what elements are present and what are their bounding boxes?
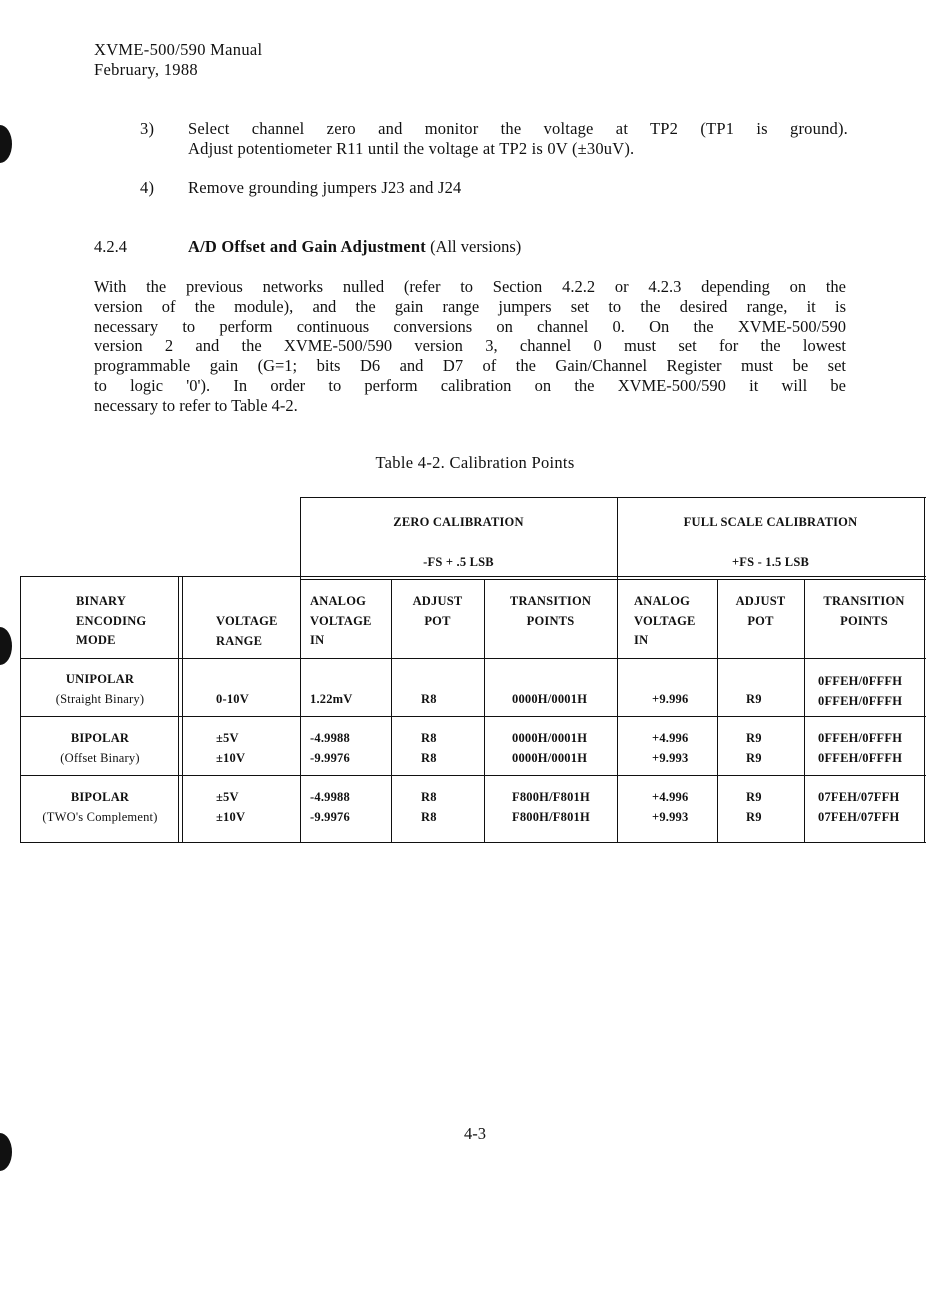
cell-line: +4.996 xyxy=(652,790,689,804)
zero-calibration-title: ZERO CALIBRATION xyxy=(393,515,524,529)
cell-line: +9.996 xyxy=(652,692,689,706)
paragraph-line: programmable gain (G=1; bits D6 and D7 of the Gain/Channel Register must be set xyxy=(94,356,846,376)
table-cell-full-pot xyxy=(746,788,762,827)
header-binary-encoding-mode xyxy=(76,592,146,651)
table-cell-zero-transition xyxy=(512,690,587,710)
step-number: 4) xyxy=(140,178,155,197)
header-line: ADJUST xyxy=(412,594,463,608)
cell-line: +4.996 xyxy=(652,731,689,745)
cell-line: +9.993 xyxy=(652,750,689,765)
section-suffix: (All versions) xyxy=(430,237,522,256)
table-rule xyxy=(300,497,301,843)
table-rule xyxy=(20,842,926,843)
table-cell-zero-analog xyxy=(310,788,350,827)
header-line: ENCODING xyxy=(76,613,147,628)
paragraph-line: necessary to perform continuous conversions on channel 0. On the XVME-500/590 xyxy=(94,316,846,336)
cell-line: 0FFEH/0FFFH xyxy=(818,693,903,708)
header-line: IN xyxy=(634,633,649,647)
header-full-adjust-pot xyxy=(717,592,804,631)
header-line: POINTS xyxy=(840,613,888,628)
table-cell-range xyxy=(216,788,245,827)
cell-line: ±5V xyxy=(216,731,239,745)
cell-line: 0FFEH/0FFFH xyxy=(818,674,903,688)
header-line: VOLTAGE xyxy=(216,614,278,628)
cell-line: F800H/F801H xyxy=(512,790,590,804)
table-rule xyxy=(178,576,179,843)
table-row-unipolar-mode xyxy=(22,670,178,709)
cell-line: (Straight Binary) xyxy=(55,691,145,706)
step-text-line-1: Select channel zero and monitor the voltage at TP2 (TP1 is ground). xyxy=(188,119,848,138)
cell-line: 0FFEH/0FFFH xyxy=(818,750,903,765)
cell-line: R9 xyxy=(746,750,762,765)
table-rule xyxy=(20,775,926,776)
cell-line: 0000H/0001H xyxy=(512,750,588,765)
table-rule xyxy=(617,497,618,843)
cell-line: 0-10V xyxy=(216,692,249,706)
header-line: VOLTAGE xyxy=(634,613,696,628)
header-line: POINTS xyxy=(526,613,575,628)
manual-date: February, 1988 xyxy=(94,60,198,79)
step-text-line-1: Remove grounding jumpers J23 and J24 xyxy=(188,178,462,197)
table-cell-full-analog xyxy=(652,788,688,827)
cell-line: R9 xyxy=(746,809,762,824)
header-line: IN xyxy=(310,633,325,647)
cell-line: +9.993 xyxy=(652,809,689,824)
header-line: ANALOG xyxy=(634,594,691,608)
header-line: TRANSITION xyxy=(509,594,592,608)
cell-line: 0FFEH/0FFFH xyxy=(818,731,903,745)
header-line: BINARY xyxy=(76,594,127,608)
step-text-line-2: Adjust potentiometer R11 until the voltage at TP2 is 0V (±30uV). xyxy=(188,139,635,158)
table-rule xyxy=(182,576,183,843)
header-line: POT xyxy=(747,613,774,628)
header-zero-adjust-pot xyxy=(391,592,484,631)
header-zero-analog-voltage-in xyxy=(310,592,372,651)
table-cell-zero-transition xyxy=(512,788,590,827)
cell-line: -4.9988 xyxy=(310,790,350,804)
paragraph-line: version of the module), and the gain range jumpers set to the desired range, it is xyxy=(94,296,846,316)
paragraph-line: With the previous networks nulled (refer to Section 4.2.2 or 4.2.3 depending on the xyxy=(94,277,846,296)
header-full-transition-points xyxy=(804,592,924,631)
cell-line: R9 xyxy=(746,790,762,804)
header-line: VOLTAGE xyxy=(310,613,372,628)
table-rule xyxy=(924,497,925,843)
cell-line: F800H/F801H xyxy=(512,809,590,824)
table-cell-zero-transition xyxy=(512,729,587,768)
header-line: MODE xyxy=(76,633,116,647)
table-cell-full-transition xyxy=(818,672,902,711)
section-number: 4.2.4 xyxy=(94,237,127,256)
full-scale-calibration-title: FULL SCALE CALIBRATION xyxy=(683,515,858,529)
table-cell-full-pot xyxy=(746,729,762,768)
table-cell-zero-pot xyxy=(421,690,437,710)
table-rule xyxy=(20,716,926,717)
paragraph-line: version 2 and the XVME-500/590 version 3, channel 0 must set for the lowest xyxy=(94,336,846,356)
zero-calibration-subtitle: -FS + .5 LSB xyxy=(423,555,494,569)
table-cell-full-transition xyxy=(818,788,899,827)
binder-hole-middle xyxy=(0,627,12,665)
table-cell-zero-pot xyxy=(421,729,437,768)
table-cell-full-transition xyxy=(818,729,902,768)
cell-line: 1.22mV xyxy=(310,692,353,706)
table-cell-zero-analog xyxy=(310,729,350,768)
cell-line: R8 xyxy=(421,731,437,745)
header-line: ADJUST xyxy=(735,594,786,608)
cell-line: BIPOLAR xyxy=(70,731,130,745)
cell-line: ±10V xyxy=(216,809,246,824)
page-number: 4-3 xyxy=(464,1124,486,1143)
table-cell-zero-analog xyxy=(310,690,353,710)
header-line: TRANSITION xyxy=(823,594,905,608)
cell-line: -9.9976 xyxy=(310,750,350,765)
table-cell-zero-pot xyxy=(421,788,437,827)
header-line: POT xyxy=(424,613,451,628)
cell-line: R8 xyxy=(421,692,437,706)
cell-line: (Offset Binary) xyxy=(60,750,140,765)
table-rule xyxy=(20,576,21,843)
header-line: ANALOG xyxy=(310,594,367,608)
table-cell-full-analog xyxy=(652,690,688,710)
cell-line: R9 xyxy=(746,692,762,706)
cell-line: BIPOLAR xyxy=(70,790,130,804)
cell-line: R9 xyxy=(746,731,762,745)
header-voltage-range xyxy=(216,612,278,651)
cell-line: R8 xyxy=(421,809,437,824)
cell-line: ±10V xyxy=(216,750,246,765)
paragraph-line: to logic '0'). In order to perform calibration on the XVME-500/590 it will be xyxy=(94,375,846,395)
section-title: A/D Offset and Gain Adjustment xyxy=(188,237,426,256)
table-cell-range xyxy=(216,690,249,710)
table-row-bipolar-twos-complement-mode xyxy=(22,788,178,827)
cell-line: R8 xyxy=(421,790,437,804)
step-number: 3) xyxy=(140,119,155,138)
cell-line: 07FEH/07FFH xyxy=(818,809,900,824)
paragraph-line: necessary to refer to Table 4-2. xyxy=(94,395,298,415)
cell-line: (TWO's Complement) xyxy=(42,809,158,824)
body-paragraph xyxy=(94,277,846,416)
table-rule xyxy=(300,497,926,498)
binder-hole-top xyxy=(0,125,12,163)
cell-line: R8 xyxy=(421,750,437,765)
full-scale-calibration-subtitle: +FS - 1.5 LSB xyxy=(731,555,810,569)
cell-line: ±5V xyxy=(216,790,239,804)
manual-title: XVME-500/590 Manual xyxy=(94,40,263,59)
cell-line: 0000H/0001H xyxy=(512,692,588,706)
header-zero-transition-points xyxy=(484,592,617,631)
table-cell-full-analog xyxy=(652,729,688,768)
cell-line: 0000H/0001H xyxy=(512,731,588,745)
table-caption: Table 4-2. Calibration Points xyxy=(375,453,575,472)
table-cell-full-pot xyxy=(746,690,762,710)
cell-line: -4.9988 xyxy=(310,731,350,745)
table-rule xyxy=(20,576,926,577)
running-header xyxy=(94,40,262,80)
header-full-analog-voltage-in xyxy=(634,592,696,651)
table-rule xyxy=(20,658,926,659)
cell-line: 07FEH/07FFH xyxy=(818,790,900,804)
table-cell-range xyxy=(216,729,245,768)
cell-line: -9.9976 xyxy=(310,809,350,824)
header-line: RANGE xyxy=(216,633,263,648)
table-row-bipolar-offset-mode xyxy=(22,729,178,768)
cell-line: UNIPOLAR xyxy=(65,672,135,686)
table-rule xyxy=(300,579,926,580)
